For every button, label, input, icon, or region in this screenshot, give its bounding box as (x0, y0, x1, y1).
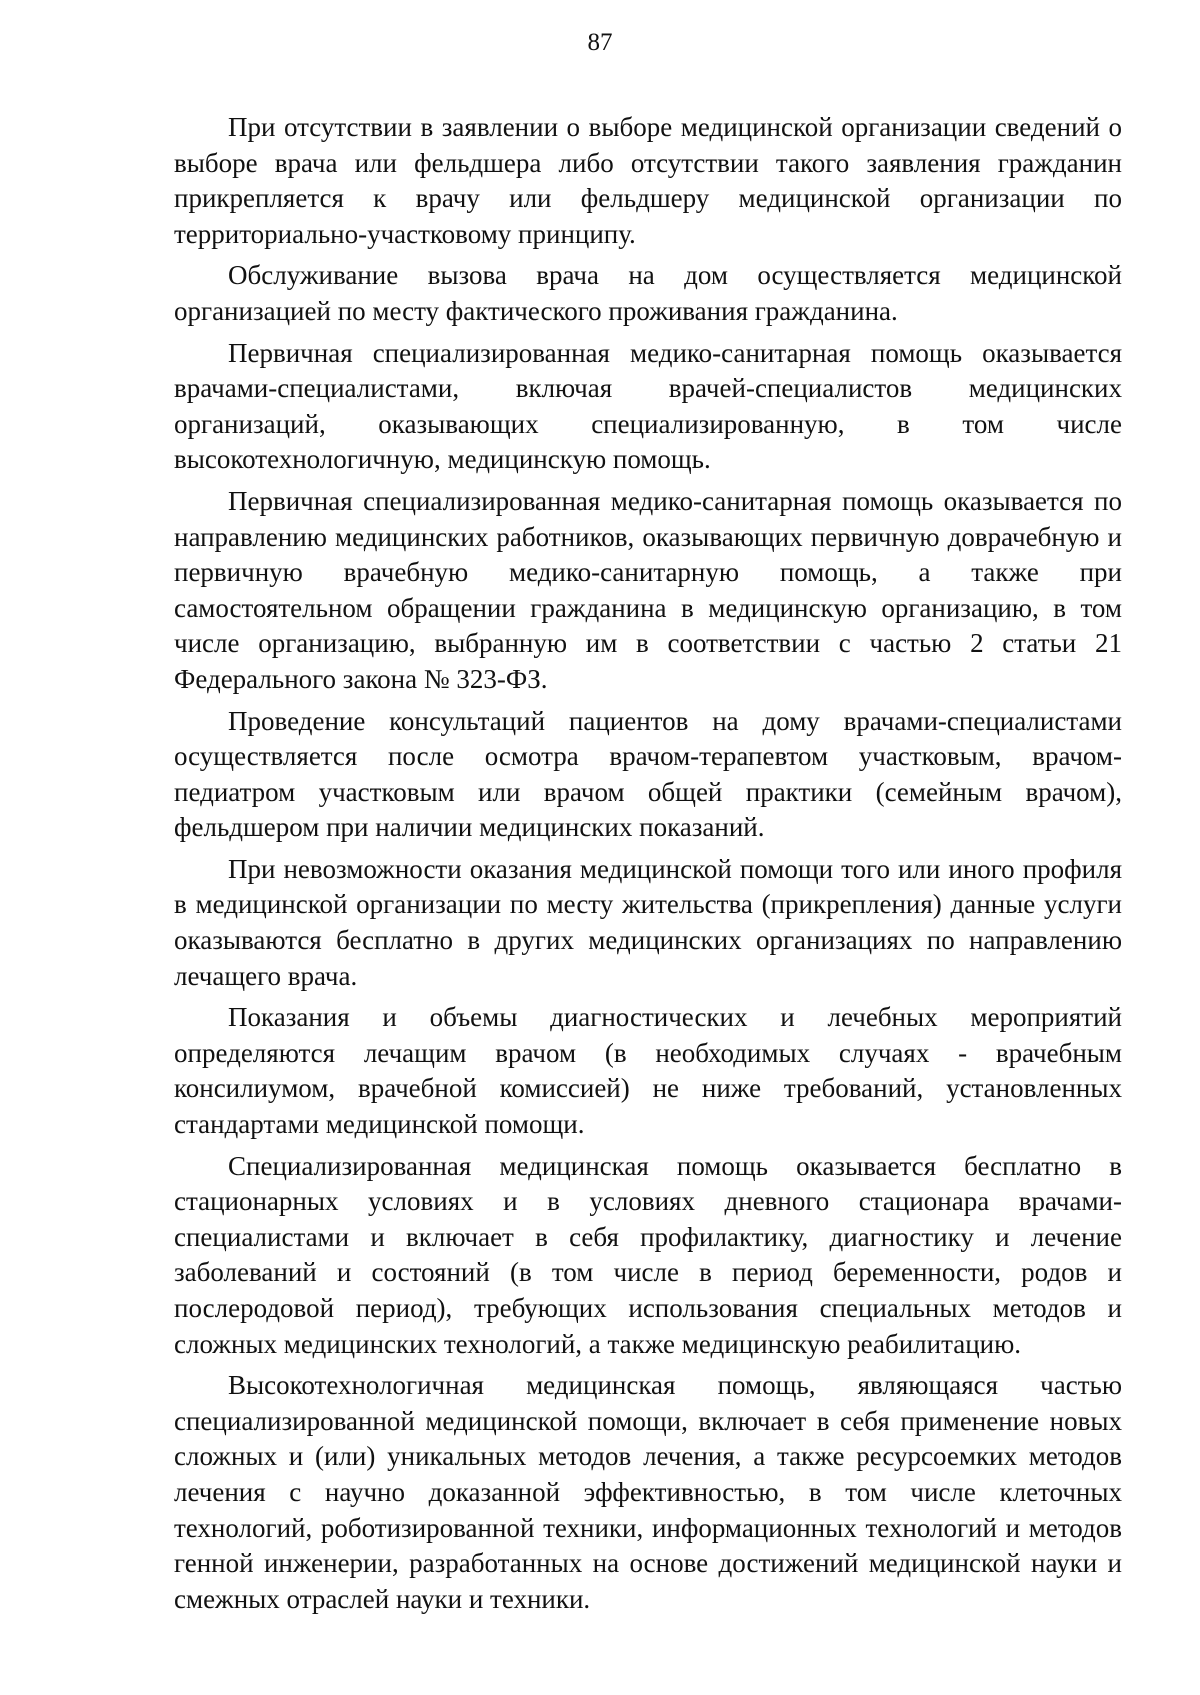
paragraph-9: Высокотехнологичная медицинская помощь, являющаяся частью специализированной медицинской помощи, включает в себя применение новых сложных и (или) уникальных методов лечения, а также ресурсоемких методов лечения с научно доказанной эффективностью, в том числе клеточных технологий, роботизированной техники, информационных технологий и методов генной инженерии, разработанных на основе достижений медицинской науки и смежных отраслей науки и техники. (174, 1370, 1122, 1614)
paragraph-4: Первичная специализированная медико-санитарная помощь оказывается по направлению медицинских работников, оказывающих первичную доврачебную и первичную врачебную медико-санитарную помощь, а также при самостоятельном обращении гражданина в медицинскую организацию, в том числе организацию, выбранную им в соответствии с частью 2 статьи 21 Федерального закона № 323-ФЗ. (174, 485, 1122, 694)
paragraph-2: Обслуживание вызова врача на дом осуществляется медицинской организацией по месту фактического проживания гражданина. (174, 260, 1122, 326)
document-body (174, 110, 1122, 1623)
paragraph-6: При невозможности оказания медицинской помощи того или иного профиля в медицинской организации по месту жительства (прикрепления) данные услуги оказываются бесплатно в других медицинских организациях по направлению лечащего врача. (174, 853, 1122, 991)
paragraph-3: Первичная специализированная медико-санитарная помощь оказывается врачами-специалистами, включая врачей-специалистов медицинских организаций, оказывающих специализированную, в том числе высокотехнологичную, медицинскую помощь. (174, 337, 1122, 475)
paragraph-7: Показания и объемы диагностических и лечебных мероприятий определяются лечащим врачом (в необходимых случаях - врачебным консилиумом, врачебной комиссией) не ниже требований, установленных стандартами медицинской помощи. (174, 1002, 1122, 1140)
paragraph-5: Проведение консультаций пациентов на дому врачами-специалистами осуществляется после осмотра врачом-терапевтом участковым, врачом-педиатром участковым или врачом общей практики (семейным врачом), фельдшером при наличии медицинских показаний. (174, 705, 1122, 843)
paragraph-1: При отсутствии в заявлении о выборе медицинской организации сведений о выборе врача или фельдшера либо отсутствии такого заявления гражданин прикрепляется к врачу или фельдшеру медицинской организации по территориально-участковому принципу. (174, 112, 1122, 249)
page-number: 87 (587, 29, 613, 56)
paragraph-8: Специализированная медицинская помощь оказывается бесплатно в стационарных условиях и в условиях дневного стационара врачами-специалистами и включает в себя профилактику, диагностику и лечение заболеваний и состояний (в том числе в период беременности, родов и послеродовой период), требующих использования специальных методов и сложных медицинских технологий, а также медицинскую реабилитацию. (174, 1150, 1122, 1359)
